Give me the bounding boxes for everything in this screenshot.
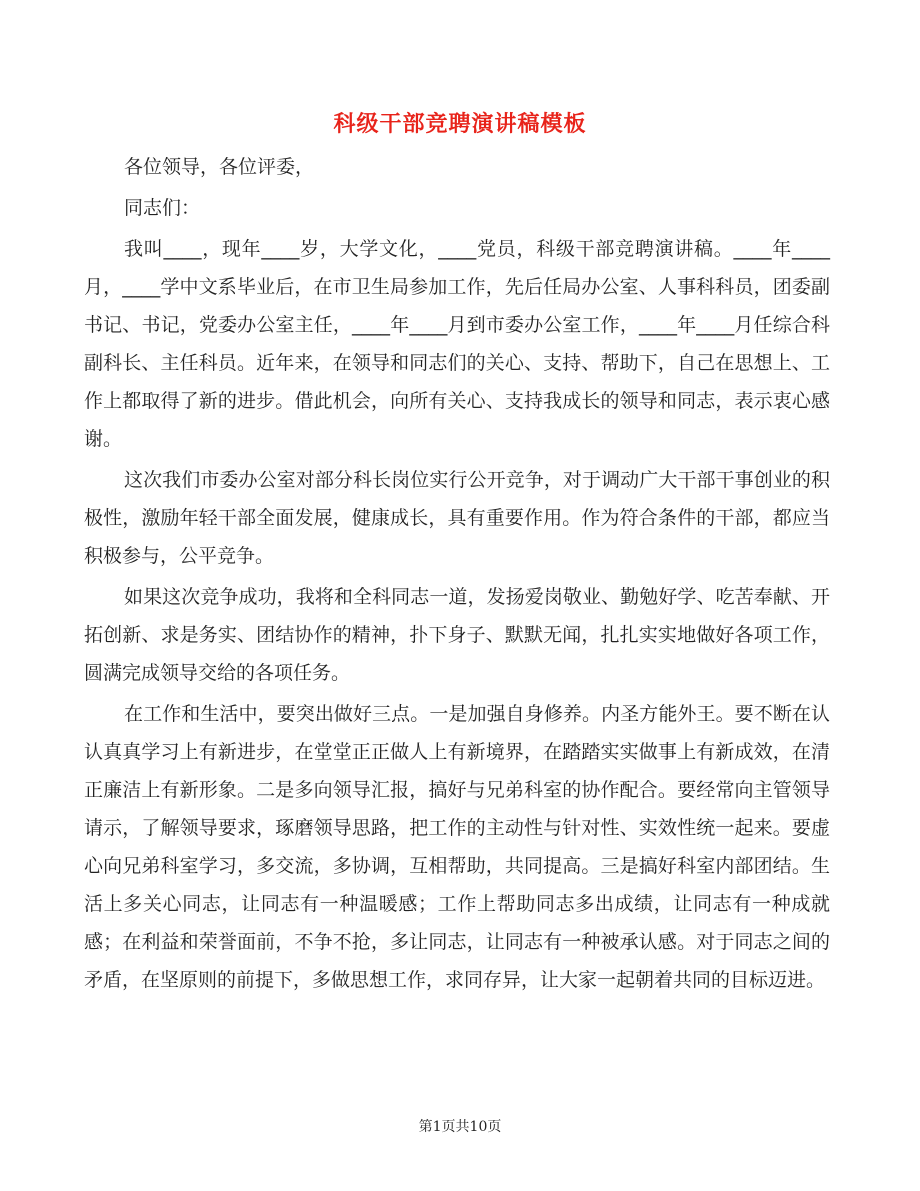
paragraph-greeting: 同志们： bbox=[124, 197, 201, 219]
page-number: 第1页共10页 bbox=[418, 1119, 502, 1135]
document-body bbox=[84, 148, 830, 1002]
paragraph-introduction: 我叫____，现年____岁，大学文化，____党员，科级干部竞聘演讲稿。____年____月，____学中文系毕业后，在市卫生局参加工作，先后任局办公室、人事科科员，团委副书记、书记，党委办公室主任，____年____月到市委办公室工作，____年____月任综合科副科长、主任科员。近年来，在领导和同志们的关心、支持、帮助下，自己在思想上、工作上都取得了新的进步。借此机会，向所有关心、支持我成长的领导和同志，表示衷心感谢。 bbox=[84, 238, 830, 450]
document-title: 科级干部竞聘演讲稿模板 bbox=[333, 111, 587, 137]
paragraph-work-plan: 在工作和生活中，要突出做好三点。一是加强自身修养。内圣方能外王。要不断在认认真真学习上有新进步，在堂堂正正做人上有新境界，在踏踏实实做事上有新成效，在清正廉洁上有新形象。二是多向领导汇报，搞好与兄弟科室的协作配合。要经常向主管领导请示，了解领导要求，琢磨领导思路，把工作的主动性与针对性、实效性统一起来。要虚心向兄弟科室学习，多交流，多协调，互相帮助，共同提高。三是搞好科室内部团结。生活上多关心同志，让同志有一种温暖感；工作上帮助同志多出成绩，让同志有一种成就感；在利益和荣誉面前，不争不抢，多让同志，让同志有一种被承认感。对于同志之间的矛盾，在坚原则的前提下，多做思想工作，求同存异，让大家一起朝着共同的目标迈进。 bbox=[84, 703, 830, 991]
paragraph-salutation: 各位领导，各位评委， bbox=[124, 156, 315, 178]
paragraph-competition: 这次我们市委办公室对部分科长岗位实行公开竞争，对于调动广大干部干事创业的积极性，激励年轻干部全面发展，健康成长，具有重要作用。作为符合条件的干部，都应当积极参与，公平竞争。 bbox=[84, 469, 830, 567]
paragraph-commitment: 如果这次竞争成功，我将和全科同志一道，发扬爱岗敬业、勤勉好学、吃苦奉献、开拓创新、求是务实、团结协作的精神，扑下身子、默默无闻，扎扎实实地做好各项工作，圆满完成领导交给的各项任务。 bbox=[84, 586, 830, 684]
